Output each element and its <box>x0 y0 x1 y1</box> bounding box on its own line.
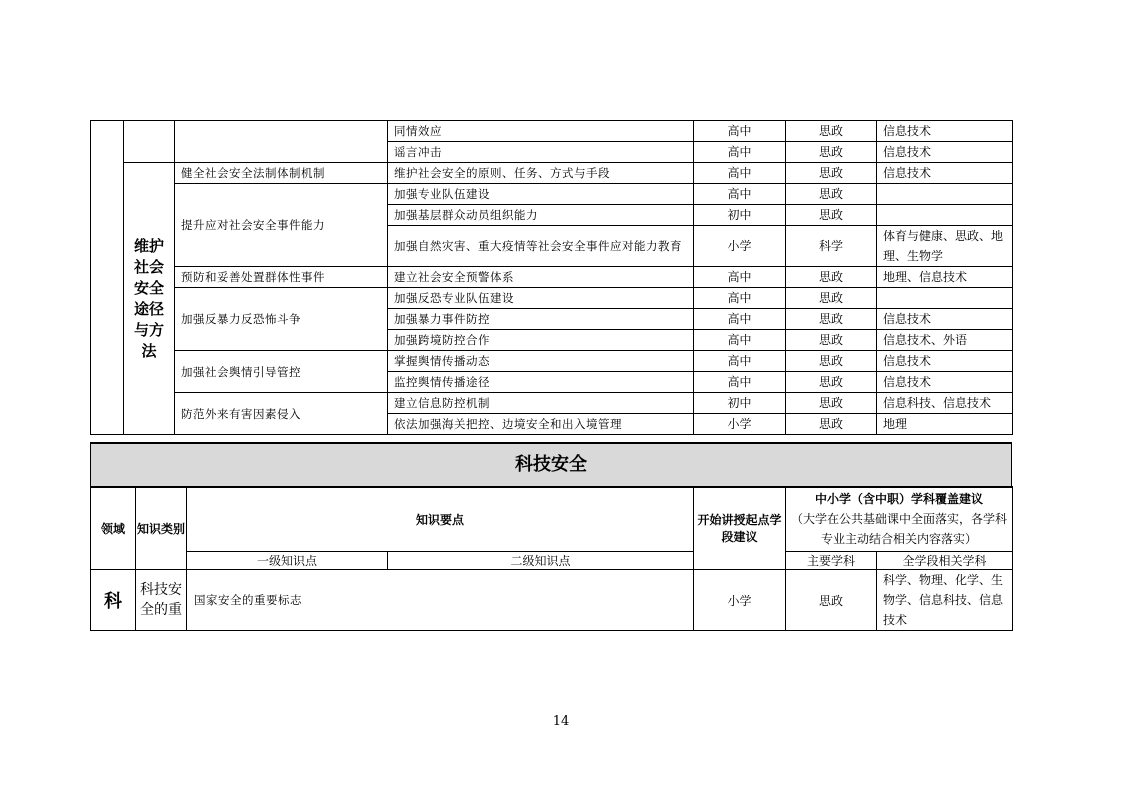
header-main-subject: 主要学科 <box>786 552 877 570</box>
coverage-note: （大学在公共基础课中全面落实，各学科专业主动结合相关内容落实） <box>791 512 1008 546</box>
table-row <box>91 267 1013 288</box>
blank-domain-cell <box>91 121 124 435</box>
main-subject-cell: 思政 <box>786 372 877 393</box>
second-level-cell: 加强跨境防控合作 <box>388 330 694 351</box>
first-level-cell: 提升应对社会安全事件能力 <box>175 184 388 267</box>
table-row <box>91 393 1013 414</box>
stage-cell: 高中 <box>694 267 786 288</box>
related-subject-cell: 信息科技、信息技术 <box>877 393 1013 414</box>
main-subject-cell: 思政 <box>786 267 877 288</box>
stage-cell: 高中 <box>694 288 786 309</box>
related-subject-cell <box>877 205 1013 226</box>
table-row <box>91 121 1013 142</box>
stage-cell: 小学 <box>694 414 786 435</box>
header-start-stage: 开始讲授起点学段建议 <box>694 487 786 570</box>
main-subject-cell: 思政 <box>786 184 877 205</box>
second-level-cell: 维护社会安全的原则、任务、方式与手段 <box>388 163 694 184</box>
second-level-cell: 监控舆情传播途径 <box>388 372 694 393</box>
related-subject-cell: 信息技术 <box>877 142 1013 163</box>
related-subject-cell: 体育与健康、思政、地理、生物学 <box>877 226 1013 267</box>
related-subject-cell: 信息技术 <box>877 372 1013 393</box>
second-level-cell: 加强自然灾害、重大疫情等社会安全事件应对能力教育 <box>388 226 694 267</box>
domain-cell: 科 <box>91 570 136 631</box>
header-domain: 领域 <box>91 487 136 570</box>
domain-label: 维护社会安全途径与方法 <box>124 163 175 435</box>
upper-table <box>90 120 1013 435</box>
table-row <box>91 288 1013 309</box>
page-number: 14 <box>552 714 570 729</box>
related-subject-cell: 信息技术 <box>877 163 1013 184</box>
table-row <box>91 184 1013 205</box>
stage-cell: 高中 <box>694 351 786 372</box>
stage-cell: 小学 <box>694 570 786 631</box>
stage-cell: 高中 <box>694 372 786 393</box>
stage-cell: 高中 <box>694 121 786 142</box>
knowledge-point-cell: 国家安全的重要标志 <box>187 570 694 631</box>
main-subject-cell: 思政 <box>786 142 877 163</box>
second-level-cell: 依法加强海关把控、边境安全和出入境管理 <box>388 414 694 435</box>
second-level-cell: 谣言冲击 <box>388 142 694 163</box>
main-subject-cell: 思政 <box>786 351 877 372</box>
main-subject-cell: 思政 <box>786 570 877 631</box>
blank-category-cell <box>124 121 175 163</box>
stage-cell: 高中 <box>694 142 786 163</box>
main-subject-cell: 思政 <box>786 205 877 226</box>
main-subject-cell: 思政 <box>786 414 877 435</box>
coverage-title: 中小学（含中职）学科覆盖建议 <box>815 492 984 506</box>
first-level-cell: 预防和妥善处置群体性事件 <box>175 267 388 288</box>
first-level-cell: 防范外来有害因素侵入 <box>175 393 388 435</box>
category-cell: 科技安全的重 <box>136 570 187 631</box>
main-subject-cell: 思政 <box>786 288 877 309</box>
header-category: 知识类别 <box>136 487 187 570</box>
header-level2: 二级知识点 <box>388 552 694 570</box>
header-row <box>91 552 1013 570</box>
main-subject-cell: 思政 <box>786 121 877 142</box>
main-subject-cell: 思政 <box>786 330 877 351</box>
stage-cell: 高中 <box>694 163 786 184</box>
table-row <box>91 163 1013 184</box>
header-coverage <box>786 487 1013 552</box>
header-points: 知识要点 <box>187 487 694 552</box>
related-subject-cell: 科学、物理、化学、生物学、信息科技、信息技术 <box>877 570 1013 631</box>
stage-cell: 初中 <box>694 205 786 226</box>
second-level-cell: 加强基层群众动员组织能力 <box>388 205 694 226</box>
related-subject-cell: 信息技术 <box>877 309 1013 330</box>
related-subject-cell: 地理、信息技术 <box>877 267 1013 288</box>
main-subject-cell: 科学 <box>786 226 877 267</box>
stage-cell: 高中 <box>694 330 786 351</box>
related-subject-cell <box>877 184 1013 205</box>
related-subject-cell <box>877 288 1013 309</box>
main-subject-cell: 思政 <box>786 309 877 330</box>
header-level1: 一级知识点 <box>187 552 388 570</box>
second-level-cell: 掌握舆情传播动态 <box>388 351 694 372</box>
second-level-cell: 建立社会安全预警体系 <box>388 267 694 288</box>
related-subject-cell: 信息技术、外语 <box>877 330 1013 351</box>
second-level-cell: 加强暴力事件防控 <box>388 309 694 330</box>
first-level-cell: 健全社会安全法制体制机制 <box>175 163 388 184</box>
lower-table <box>90 486 1013 631</box>
table-row <box>91 570 1013 631</box>
main-subject-cell: 思政 <box>786 163 877 184</box>
second-level-cell: 建立信息防控机制 <box>388 393 694 414</box>
header-related-subject: 全学段相关学科 <box>877 552 1013 570</box>
related-subject-cell: 地理 <box>877 414 1013 435</box>
second-level-cell: 加强专业队伍建设 <box>388 184 694 205</box>
first-level-cell <box>175 121 388 163</box>
related-subject-cell: 信息技术 <box>877 351 1013 372</box>
stage-cell: 高中 <box>694 184 786 205</box>
second-level-cell: 同情效应 <box>388 121 694 142</box>
first-level-cell: 加强反暴力反恐怖斗争 <box>175 288 388 351</box>
related-subject-cell: 信息技术 <box>877 121 1013 142</box>
second-level-cell: 加强反恐专业队伍建设 <box>388 288 694 309</box>
first-level-cell: 加强社会舆情引导管控 <box>175 351 388 393</box>
table-row <box>91 351 1013 372</box>
section-title: 科技安全 <box>90 442 1012 488</box>
stage-cell: 初中 <box>694 393 786 414</box>
main-subject-cell: 思政 <box>786 393 877 414</box>
stage-cell: 高中 <box>694 309 786 330</box>
stage-cell: 小学 <box>694 226 786 267</box>
header-row <box>91 487 1013 552</box>
